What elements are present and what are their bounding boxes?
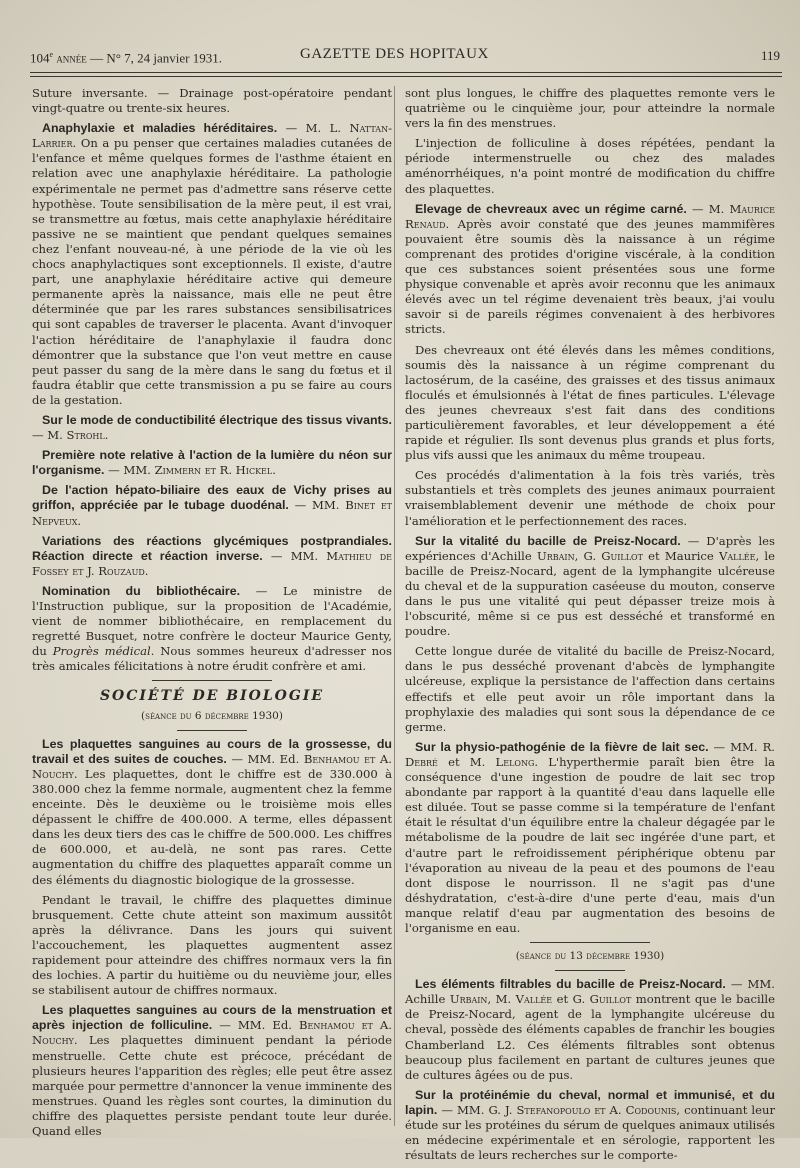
paragraph: Suture inversante. — Drainage post-opératoire pendant vingt-quatre ou trente-six heures. <box>32 86 392 116</box>
paragraph: Ces procédés d'alimentation à la fois très variés, très substantiels et très complets des jeunes animaux pourraient vraisemblablement devenir une méthode de choix pour l'amélioration et le perfectionnement des races. <box>405 468 775 528</box>
page-number: 119 <box>760 48 780 63</box>
column-divider <box>394 86 395 1126</box>
paragraph-plaquettes-grossesse: Les plaquettes sanguines au cours de la grossesse, du travail et des suites de couches. — MM. Ed. Benhamou et A. Nouchy. Les plaquettes, dont le chiffre est de 330.000 à 380.000 chez la femme normale, augmentent chez la femme enceinte. Dès le deuxième ou le troisième mois elles dépassent le chiffre de 400.000. A terme, elles dépassent dans les deux tiers des cas le chiffre de 500.000. Les chiffres de 600.000, et au-delà, ne sont pas rares. Cette augmentation du chiffre des plaquettes apparaît comme un des éléments du diagnostic biologique de la grossesse. <box>32 736 392 887</box>
paragraph-proteinemie: Sur la protéinémie du cheval, normal et immunisé, et du lapin. — MM. G. J. Stefanopoulo et A. Codounis, continuant leur étude sur les protéines du sérum de quelques animaux utilisés en médecine expérimentale et en sérologie, rapportent les résultats de leurs recherches sur le comporte- <box>405 1087 775 1163</box>
seance-date: (séance du 13 décembre 1930) <box>515 950 665 963</box>
separator <box>555 970 625 971</box>
header-rule <box>30 72 782 73</box>
paragraph-anaphylaxie: Anaphylaxie et maladies héréditaires. — M. L. Nattan-Larrier. On a pu penser que certaines maladies cutanées de l'enfance et même quelques formes de l'asthme étaient en relation avec une anaphylaxie héréditaire. La pathologie expérimentale ne permet pas d'admettre sans réserve cette hypothèse. Toute sensibilisation de la mère peut, il est vrai, se transmettre au fœtus, mais cette anaphylaxie héréditaire passive ne se maintient que pendant quelques semaines chez l'enfant nouveau-né, à une période de la vie où les chocs anaphylactiques sont exceptionnels. Il existe, d'autre part, une anaphylaxie héréditaire active qui demeure permanente après la naissance, mais elle ne peut être déterminée que par les rares substances sensibilisatrices qui sont capables de traverser le placenta. Avant d'invoquer l'action héréditaire de l'anaphylaxie il faudra donc démontrer que la substance que l'on veut mettre en cause peut passer du sang de la mère dans le sang du fœtus et il faudra établir que cette transmission a pu se faire au cours de la gestation. <box>32 121 392 407</box>
issue-info: 104e ANNÉE — N° 7, 24 janvier 1931. <box>30 50 222 66</box>
paragraph: Pendant le travail, le chiffre des plaquettes diminue brusquement. Cette chute atteint son maximum aussitôt après la délivrance. Dans les jours qui suivent l'accouchement, les plaquettes augmentent assez rapidement pour atteindre des chiffres normaux vers la fin des lochies. A partir du huitième ou du neuvième jour, elles se stabilisent autour de chiffres normaux. <box>32 892 392 998</box>
paragraph: sont plus longues, le chiffre des plaquettes remonte vers le quatrième ou le cinquième jour, pour atteindre la normale vers la fin des menstrues. <box>405 86 775 131</box>
paragraph-chevreaux: Elevage de chevreaux avec un régime carné. — M. Maurice Renaud. Après avoir constaté que des jeunes mammifères pouvaient être soumis dès la naissance à un régime comprenant des protides d'origine viscérale, à la condition que ces substances soient présentées sous une forme physique convenable et après avoir reconnu que les animaux élevés avec un tel régime devenaient très beaux, j'ai voulu savoir si de pareils régimes convenaient à des herbivores stricts. <box>405 201 775 337</box>
paragraph-neon: Première note relative à l'action de la lumière du néon sur l'organisme. — MM. Zimmern et R. Hickel. <box>32 448 392 478</box>
paragraph-filtrables: Les éléments filtrables du bacille de Preisz-Nocard. — MM. Achille Urbain, M. Vallée et G. Guillot montrent que le bacille de Preisz-Nocard, agent de la lymphangite ulcéreuse du cheval, possède des éléments capables de franchir les bougies Chamberland L2. Ces éléments filtrables sont obtenus beaucoup plus facilement en partant de cultures jeunes que de cultures âgées ou de pus. <box>405 977 775 1082</box>
paragraph: Des chevreaux ont été élevés dans les mêmes conditions, soumis dès la naissance à un régime comprenant du lactosérum, de la caséine, des graisses et des tissus animaux floculés et émulsionnés à l'état de fines particules. L'élevage des jeunes chevreaux s'est fait dans des conditions particulièrement favorables, et leur développement a été rapide et régulier. Ils sont devenus plus grands et plus forts, plus vifs aussi que les animaux du même troupeau. <box>405 342 775 463</box>
paragraph-bibliothecaire: Nomination du bibliothécaire. — Le ministre de l'Instruction publique, sur la proposition de l'Académie, vient de nommer bibliothécaire, en remplacement du regretté Busquet, notre confrère le docteur Maurice Genty, du Progrès médical. Nous sommes heureux d'adresser nos très amicales félicitations à notre érudit confrère et ami. <box>32 583 392 674</box>
seance-date: (séance du 6 décembre 1930) <box>141 709 283 722</box>
left-column <box>32 86 392 1144</box>
running-header <box>30 44 780 72</box>
paragraph-conductibilite: Sur le mode de conductibilité électrique des tissus vivants. — M. Strohl. <box>32 412 392 443</box>
paragraph-vitalite: Sur la vitalité du bacille de Preisz-Nocard. — D'après les expériences d'Achille Urbain, G. Guillot et Maurice Vallée, le bacille de Preisz-Nocard, agent de la lymphangite ulcéreuse du cheval et de la suppuration caséeuse du mouton, conserve dans le pus une vitalité qui peut dépasser treize mois à l'obscurité, même si ce pus est desséché et transformé en poudre. <box>405 533 775 639</box>
paragraph: L'injection de folliculine à doses répétées, pendant la période intermenstruelle ou chez des malades aménorrhéiques, n'a point montré de modification du chiffre des plaquettes. <box>405 136 775 196</box>
paragraph-glycemiques: Variations des réactions glycémiques postprandiales. Réaction directe et réaction inverse. — MM. Mathieu de Fossey et J. Rouzaud. <box>32 533 392 578</box>
paragraph: Cette longue durée de vitalité du bacille de Preisz-Nocard, dans le pus desséché provenant d'abcès de lymphangite ulcéreuse, explique la persistance de l'affection dans certains effectifs et elle peut avoir un rôle important dans la prophylaxie des maladies qui sont sous la dépendance de ce germe. <box>405 644 775 734</box>
header-rule-2 <box>30 76 782 77</box>
section-separator <box>152 680 272 681</box>
paragraph-fievre: Sur la physio-pathogénie de la fièvre de lait sec. — MM. R. Debré et M. Lelong. L'hyperthermie paraît bien être la conséquence d'une ingestion de poudre de lait sec trop abondante par rapport à la quantité d'eau dans laquelle elle est diluée. Tout se passe comme si la température de l'enfant était le résultat d'un équilibre entre la chaleur dégagée par le métabolisme de la poudre de lait sec ingérée d'une part, et d'autre part le refroidissement périphérique obtenu par l'évaporation au niveau de la peau et des poumons de l'eau dont dispose le nourrisson. Il ne s'agit pas d'une déshydratation, c'est-à-dire d'une perte d'eau, mais d'un manque relatif d'eau par augmentation des besoins de l'organisme en eau. <box>405 739 775 935</box>
society-heading: SOCIÉTÉ DE BIOLOGIE <box>99 688 325 705</box>
paragraph-vichy: De l'action hépato-biliaire des eaux de Vichy prises au griffon, appréciée par le tubage duodénal. — MM. Binet et Nepveux. <box>32 483 392 528</box>
journal-title: GAZETTE DES HOPITAUX <box>300 46 489 62</box>
right-column <box>405 86 775 1168</box>
section-separator <box>530 942 650 943</box>
paragraph-plaquettes-menstruation: Les plaquettes sanguines au cours de la menstruation et après injection de folliculine. — MM. Ed. Benhamou et A. Nouchy. Les plaquettes diminuent pendant la période menstruelle. Cette chute est précoce, précédant de plusieurs heures l'apparition des règles; elle peut être assez marquée pour permettre d'annoncer la venue imminente des menstrues. Quand les règles sont courtes, la diminution du chiffre des plaquettes persiste pendant toute leur durée. Quand elles <box>32 1003 392 1138</box>
separator <box>177 730 247 731</box>
